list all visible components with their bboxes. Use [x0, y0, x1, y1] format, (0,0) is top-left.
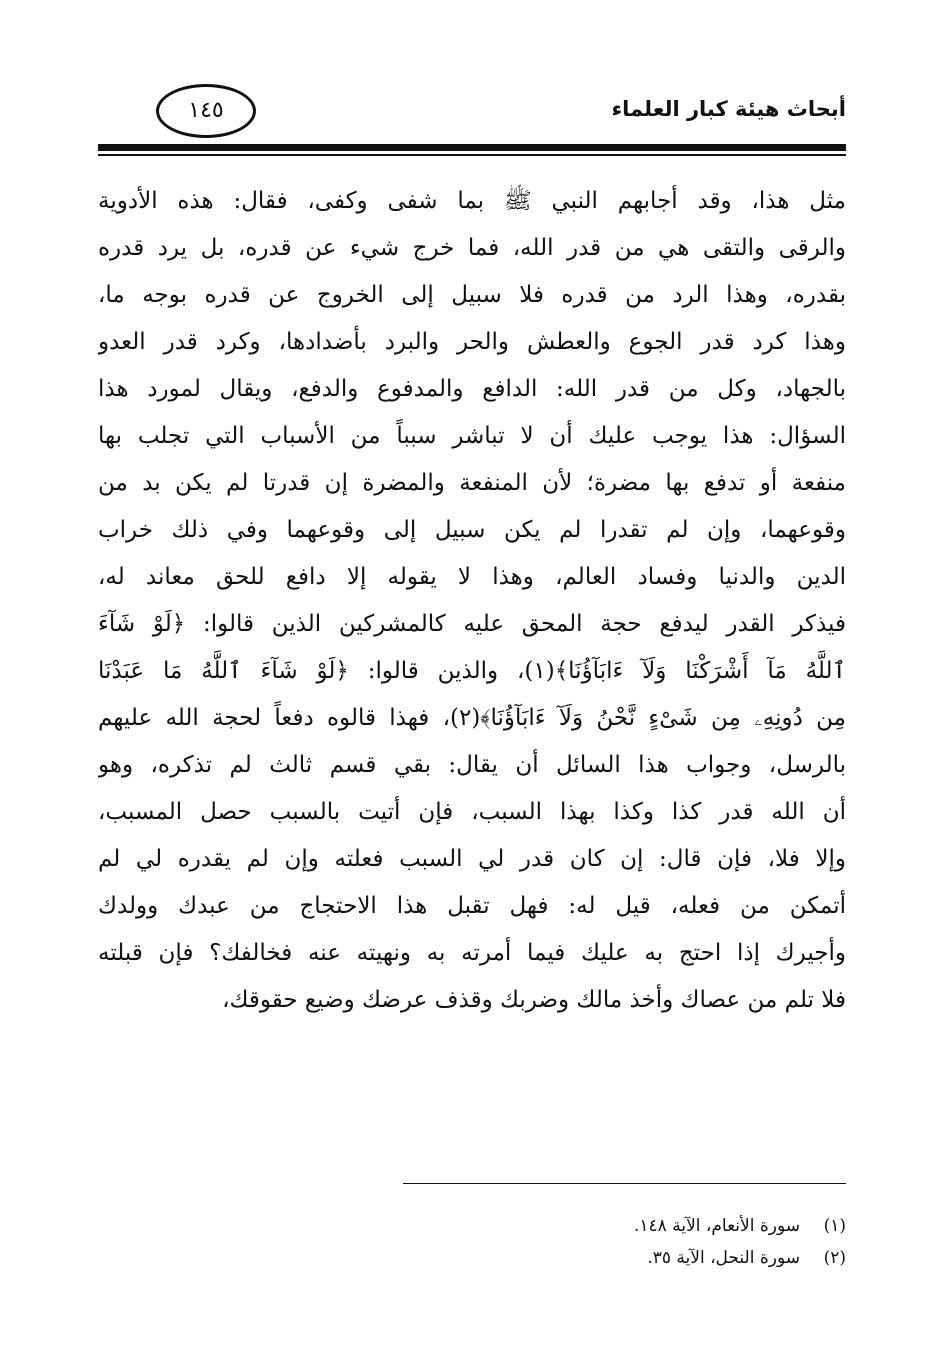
body-line: بالجهاد، وكل من قدر الله: الدافع والمدفوع والدفع، ويقال لمورد هذا: [98, 376, 846, 402]
body-line: منفعة أو تدفع بها مضرة؛ لأن المنفعة والمضرة إن قدرتا لم يكن بد من: [98, 470, 846, 496]
footnote-divider: [403, 1183, 846, 1184]
body-text: [98, 178, 846, 1024]
header-rule-thin: [98, 154, 846, 156]
body-line: بالرسل، وجواب هذا السائل أن يقال: بقي قسم ثالث لم تذكره، وهو: [98, 752, 846, 778]
footnote-number: (٢): [823, 1248, 846, 1268]
body-line: الدين والدنيا وفساد العالم، وهذا لا يقوله إلا دافع للحق معاند له،: [98, 564, 846, 590]
body-line: وأجيرك إذا احتج به عليك فيما أمرته به ونهيته عنه فخالفك؟ فإن قبلته: [98, 940, 846, 966]
body-line: أتمكن من فعله، قيل له: فهل تقبل هذا الاحتجاج من عبدك وولدك: [98, 893, 846, 919]
footnote-number: (١): [823, 1216, 846, 1236]
body-line: والرقى والتقى هي من قدر الله، فما خرج شيء عن قدره، بل يرد قدره: [98, 235, 846, 261]
body-line: بقدره، وهذا الرد من قدره فلا سبيل إلى الخروج عن قدره بوجه ما،: [98, 282, 846, 308]
body-line: فيذكر القدر ليدفع حجة المحق عليه كالمشركين الذين قالوا: ﴿لَوْ شَآءَ: [98, 611, 846, 637]
body-line: ٱللَّهُ مَآ أَشْرَكْنَا وَلَآ ءَابَآؤُنَا﴾(١)، والذين قالوا: ﴿لَوْ شَآءَ ٱللَّهُ مَا عَبَدْنَا: [98, 658, 846, 684]
footnote-text: سورة الأنعام، الآية ١٤٨.: [634, 1216, 800, 1236]
body-line: وهذا كرد قدر الجوع والعطش والحر والبرد بأضدادها، وكرد قدر العدو: [98, 329, 846, 355]
running-title: أبحاث هيئة كبار العلماء: [611, 97, 846, 121]
body-line: فلا تلم من عصاك وأخذ مالك وضربك وقذف عرضك وضيع حقوقك،: [222, 987, 846, 1013]
body-line: مِن دُونِهِۦ مِن شَىْءٍ نَّحْنُ وَلَآ ءَابَآؤُنَا﴾(٢)، فهذا قالوه دفعاً لحجة الله عليهم: [98, 705, 846, 731]
footnotes: [386, 1210, 846, 1274]
footnote-item: [386, 1210, 846, 1242]
body-line: أن الله قدر كذا وكذا بهذا السبب، فإن أتيت بالسبب حصل المسبب،: [98, 799, 846, 825]
body-line: وقوعهما، وإن لم تقدرا لم يكن سبيل إلى وقوعهما وفي ذلك خراب: [98, 517, 846, 543]
body-line: وإلا فلا، فإن قال: إن كان قدر لي السبب فعلته وإن لم يقدره لي لم: [98, 846, 846, 872]
page-header: [98, 84, 846, 156]
body-line: السؤال: هذا يوجب عليك أن لا تباشر سبباً من الأسباب التي تجلب بها: [98, 423, 846, 449]
body-line: مثل هذا، وقد أجابهم النبي ﷺ بما شفى وكفى، فقال: هذه الأدوية: [98, 188, 846, 214]
page-number: ١٤٥: [156, 84, 256, 138]
footnote-item: [386, 1242, 846, 1274]
header-rule-thick: [98, 144, 846, 151]
footnote-text: سورة النحل، الآية ٣٥.: [647, 1248, 800, 1268]
